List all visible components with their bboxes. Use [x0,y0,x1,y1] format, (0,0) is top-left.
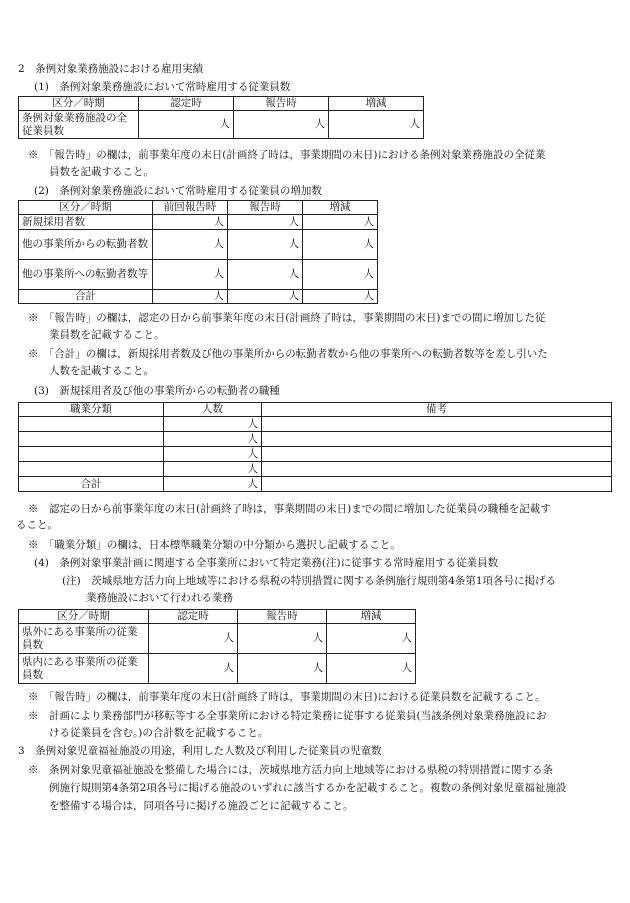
t1-table [18,96,424,139]
unit-cell[interactable]: 人 [303,230,378,260]
unit-cell[interactable]: 人 [153,260,228,290]
table-row [19,215,378,230]
row-label: 条例対象業務施設の全従業員数 [19,111,139,139]
note: 例施行規則第4条第2項各号に掲げる施設のいずれに該当するかを記載すること。複数の条例対象児童福祉施設 [49,782,567,794]
t2-header-cell: 区分／時期 [19,201,153,215]
row-label: 他の事業所からの転勤者数 [19,230,153,260]
t2-table [18,200,378,304]
remarks-cell[interactable] [262,477,612,492]
table-row [19,111,424,139]
total-label: 合計 [19,477,164,492]
note: 業員数を記載すること。 [49,329,165,341]
t1-header-cell: 認定時 [139,97,234,111]
unit-cell[interactable]: 人 [139,111,234,139]
row-label: 他の事業所への転勤者数等 [19,260,153,290]
remarks-cell[interactable] [262,462,612,477]
note: ※ 「報告時」の欄は，認定の日から前事業年度の末日(計画終了時は，事業期間の末日)までの間に増加した従 [28,312,546,324]
t3-header-cell: 人数 [164,403,262,417]
t1-header-cell: 区分／時期 [19,97,139,111]
row-label: 合計 [19,290,153,304]
t4-header-row [19,610,416,624]
t4-note: (注) 茨城県地方活力向上地域等における県税の特別措置に関する条例施行規則第4条第1項各号に掲げる [62,575,557,587]
t2-header-cell: 報告時 [228,201,303,215]
t1-header-cell: 報告時 [234,97,329,111]
note: ※ 計画により業務部門が移転等する全事業所における特定業務に従事する従業員(当該条例対象業務施設にお [28,710,547,722]
t4-heading: (4) 条例対象事業計画に関連する全事業所において特定業務(注)に従事する常時雇用する従業員数 [34,557,499,569]
unit-cell[interactable]: 人 [327,624,416,654]
t2-header-cell: 前回報告時 [153,201,228,215]
note: 員数を記載すること。 [49,166,154,178]
table-row [19,654,416,684]
note: ※ 「報告時」の欄は，前事業年度の末日(計画終了時は，事業期間の末日)における条例対象業務施設の全従業 [28,149,546,161]
table-row [19,290,378,304]
note: ※ 「合計」の欄は，新規採用者数及び他の事業所からの転勤者数から他の事業所への転勤者数等を差し引いた [28,348,548,360]
t2-header-cell: 増減 [303,201,378,215]
occupation-cell[interactable] [19,417,164,432]
t3-header-row [19,403,612,417]
unit-cell[interactable]: 人 [164,432,262,447]
unit-cell[interactable]: 人 [327,654,416,684]
t2-header-row [19,201,378,215]
note: ※ 「職業分類」の欄は，日本標準職業分類の中分類から選択し記載すること。 [28,539,401,551]
unit-cell[interactable]: 人 [164,447,262,462]
unit-cell[interactable]: 人 [164,477,262,492]
unit-cell[interactable]: 人 [153,290,228,304]
t1-heading: (1) 条例対象業務施設において常時雇用する従業員数 [34,81,291,93]
note: ける従業員を含む。)の合計数を記載すること。 [49,727,269,739]
t2-heading: (2) 条例対象業務施設において常時雇用する従業員の増加数 [34,185,322,197]
row-label: 県外にある事業所の従業員数 [19,624,149,654]
row-label: 県内にある事業所の従業員数 [19,654,149,684]
remarks-cell[interactable] [262,447,612,462]
occupation-cell[interactable] [19,462,164,477]
unit-cell[interactable]: 人 [228,290,303,304]
t4-header-cell: 認定時 [149,610,238,624]
unit-cell[interactable]: 人 [149,624,238,654]
remarks-cell[interactable] [262,417,612,432]
unit-cell[interactable]: 人 [303,290,378,304]
unit-cell[interactable]: 人 [238,624,327,654]
row-label: 新規採用者数 [19,215,153,230]
remarks-cell[interactable] [262,432,612,447]
occupation-cell[interactable] [19,432,164,447]
unit-cell[interactable]: 人 [303,260,378,290]
table-row [19,230,378,260]
t1-header-row [19,97,424,111]
unit-cell[interactable]: 人 [153,230,228,260]
section-3-title: 3 条例対象児童福祉施設の用途，利用した人数及び利用した従業員の児童数 [18,745,382,757]
note: ※ 認定の日から前事業年度の末日(計画終了時は，事業期間の末日)までの間に増加した従業員の職種を記載す [28,503,551,515]
occupation-cell[interactable] [19,447,164,462]
note: を整備する場合は，同項各号に掲げる施設ごとに記載すること。 [49,800,354,812]
unit-cell[interactable]: 人 [153,215,228,230]
t1-header-cell: 増減 [329,97,424,111]
table-row [19,624,416,654]
note: 人数を記載すること。 [49,365,154,377]
t4-header-cell: 区分／時期 [19,610,149,624]
table-row [19,477,612,492]
unit-cell[interactable]: 人 [303,215,378,230]
note: ※ 「報告時」の欄は，前事業年度の末日(計画終了時は，事業期間の末日)における従業員数を記載すること。 [28,691,546,703]
t4-header-cell: 報告時 [238,610,327,624]
note: ※ 条例対象児童福祉施設を整備した場合には，茨城県地方活力向上地域等における県税の特別措置に関する条 [28,764,553,776]
note: ること。 [16,519,58,531]
table-row [19,432,612,447]
unit-cell[interactable]: 人 [164,462,262,477]
table-row [19,462,612,477]
unit-cell[interactable]: 人 [329,111,424,139]
t3-table [18,402,612,492]
section-2-title: 2 条例対象業務施設における雇用実績 [18,63,204,75]
unit-cell[interactable]: 人 [149,654,238,684]
t4-table [18,609,416,684]
table-row [19,417,612,432]
t4-header-cell: 増減 [327,610,416,624]
table-row [19,260,378,290]
unit-cell[interactable]: 人 [228,215,303,230]
unit-cell[interactable]: 人 [238,654,327,684]
t3-header-cell: 職業分類 [19,403,164,417]
unit-cell[interactable]: 人 [164,417,262,432]
t3-heading: (3) 新規採用者及び他の事業所からの転勤者の職種 [34,385,280,397]
unit-cell[interactable]: 人 [234,111,329,139]
unit-cell[interactable]: 人 [228,260,303,290]
t4-note: 業務施設において行われる業務 [86,592,233,604]
unit-cell[interactable]: 人 [228,230,303,260]
table-row [19,447,612,462]
t3-header-cell: 備考 [262,403,612,417]
